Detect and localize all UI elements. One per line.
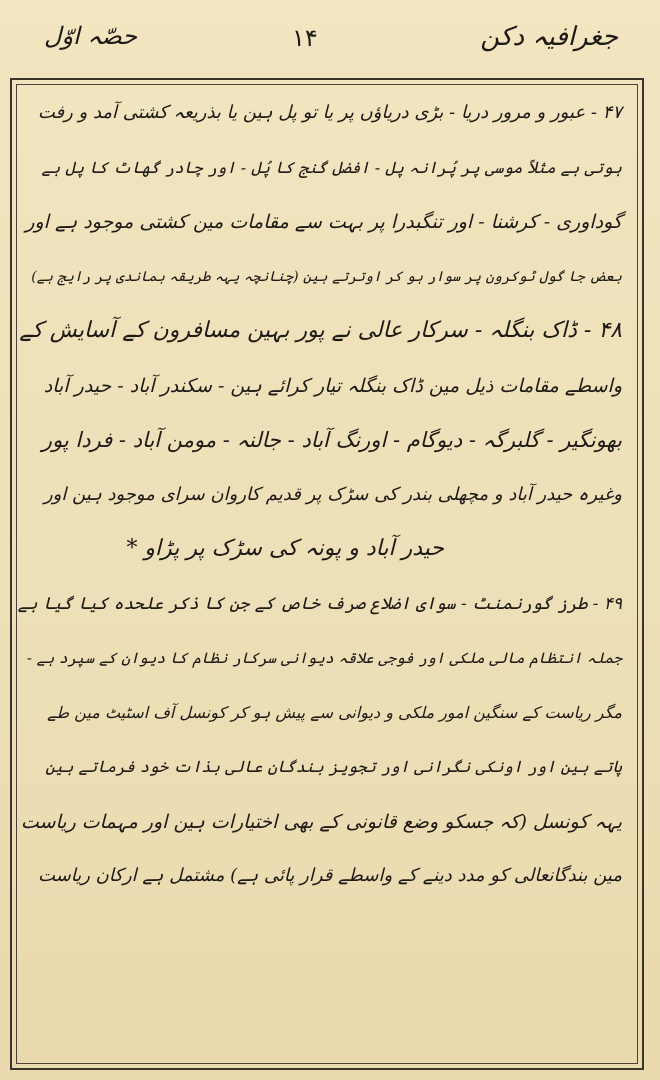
- text-line: جملہ انتظام مالی ملکی اور فوجی علاقہ دیوانی سرکار نظام کا دیوان کے سپرد ہے -: [26, 649, 622, 667]
- text-line: ۴۸ - ڈاک بنگلہ - سرکار عالی نے پور بہین مسافرون کے آسایش کے: [19, 318, 622, 343]
- page-number: ۱۴: [292, 24, 318, 52]
- text-line: پاتے ہین اور اونکی نگرانی اور تجویز بندگان عالی بذات خود فرماتے ہین: [45, 757, 622, 776]
- text-line: ۴۹ - طرز گورنمنٹ - سوای اضلاع صرف خاص کے جن کا ذکر علحدہ کیا گیا ہے: [18, 593, 622, 614]
- text-line: وغیرہ حیدر آباد و مچھلی بندر کی سڑک پر قدیم کاروان سرای موجود ہین اور: [43, 483, 622, 505]
- text-line: مگر ریاست کے سنگین امور ملکی و دیوانی سے پیش ہو کر کونسل آف اسٹیٹ مین طے: [47, 702, 622, 722]
- text-line: یہہ کونسل (کہ جسکو وضع قانونی کے بھی اختیارات ہین اور مہمات ریاست: [20, 810, 622, 833]
- text-body: [18, 86, 634, 904]
- text-line: واسطے مقامات ذیل مین ڈاک بنگلہ تیار کرائے ہین - سکندر آباد - حیدر آباد: [43, 374, 622, 397]
- part-label: حصّہ اوّل: [44, 22, 138, 50]
- text-line: ۴۷ - عبور و مرور دریا - بڑی دریاؤں پر یا تو پل ہین یا بذریعہ کشتی آمد و رفت: [37, 102, 622, 123]
- page-header: [0, 18, 660, 66]
- text-line: گوداوری - کرشنا - اور تنگبدرا پر بہت سے مقامات مین کشتی موجود ہے اور: [25, 211, 622, 233]
- text-line: بھونگیر - گلبرگہ - دیوگام - اورنگ آباد - جالنہ - مومن آباد - فردا پور: [41, 428, 622, 452]
- text-line: ہوتی ہے مثلاً موسی پر پُرانہ پل - افضل گنج کا پُل - اور چادر گھاٹ کا پل ہے: [41, 157, 622, 177]
- text-line: مین بندگانعالی کو مدد دینے کے واسطے قرار پائی ہے) مشتمل ہے ارکان ریاست: [38, 865, 622, 886]
- book-title: جغرافیہ دکن: [480, 22, 618, 52]
- text-line: حیدر آباد و پونہ کی سڑک پر پڑاو *: [126, 536, 444, 561]
- text-line: بعض جا گول ٹوکرون پر سوار ہو کر اوترتے ہین (چنانچہ یہہ طریقہ ہماندی پر رایج ہے): [31, 268, 622, 285]
